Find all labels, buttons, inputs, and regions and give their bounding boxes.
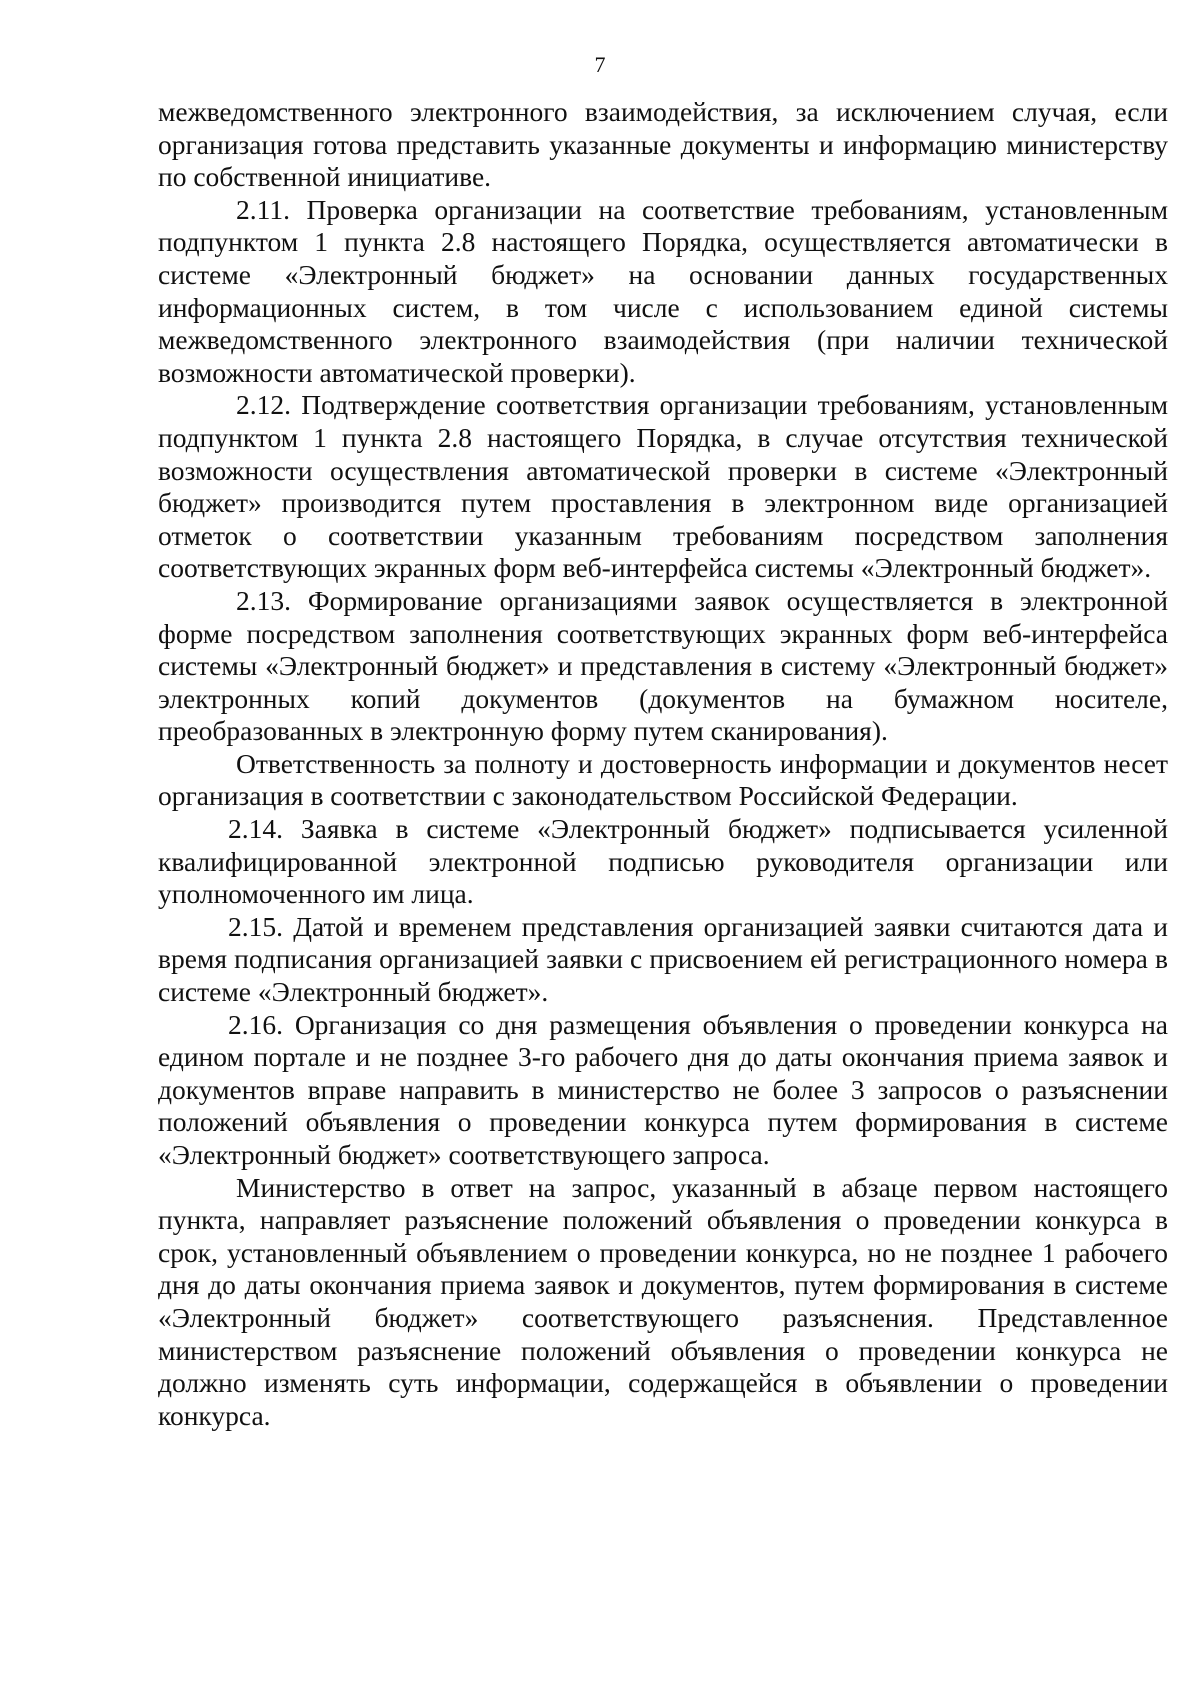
paragraph-2-12: 2.12. Подтверждение соответствия организации требованиям, установленным подпунктом 1 пункта 2.8 настоящего Порядка, в случае отсутствия технической возможности осуществления автоматической проверки в системе «Электронный бюджет» производится путем проставления в электронном виде организацией отметок о соответствии указанным требованиям посредством заполнения соответствующих экранных форм веб-интерфейса системы «Электронный бюджет».	[158, 389, 1168, 584]
paragraph-2-13: 2.13. Формирование организациями заявок осуществляется в электронной форме посредством заполнения соответствующих экранных форм веб-интерфейса системы «Электронный бюджет» и представления в систему «Электронный бюджет» электронных копий документов (документов на бумажном носителе, преобразованных в электронную форму путем сканирования).	[158, 584, 1168, 747]
paragraph-2-15: 2.15. Датой и временем представления организацией заявки считаются дата и время подписания организацией заявки с присвоением ей регистрационного номера в системе «Электронный бюджет».	[158, 910, 1168, 1008]
page-number: 7	[594, 52, 606, 77]
document-body	[158, 96, 1168, 1432]
paragraph-ministry-response: Министерство в ответ на запрос, указанный в абзаце первом настоящего пункта, направляет разъяснение положений объявления о проведении конкурса в срок, установленный объявлением о проведении конкурса, но не позднее 1 рабочего дня до даты окончания приема заявок и документов, путем формирования в системе «Электронный бюджет» соответствующего разъяснения. Представленное министерством разъяснение положений объявления о проведении конкурса не должно изменять суть информации, содержащейся в объявлении о проведении конкурса.	[158, 1171, 1168, 1431]
paragraph-responsibility: Ответственность за полноту и достоверность информации и документов несет организация в соответствии с законодательством Российской Федерации.	[158, 747, 1168, 812]
paragraph-2-16: 2.16. Организация со дня размещения объявления о проведении конкурса на едином портале и не позднее 3-го рабочего дня до даты окончания приема заявок и документов вправе направить в министерство не более 3 запросов о разъяснении положений объявления о проведении конкурса путем формирования в системе «Электронный бюджет» соответствующего запроса.	[158, 1008, 1168, 1170]
paragraph-2-14: 2.14. Заявка в системе «Электронный бюджет» подписывается усиленной квалифицированной электронной подписью руководителя организации или уполномоченного им лица.	[158, 813, 1168, 910]
paragraph-2-11: 2.11. Проверка организации на соответствие требованиям, установленным подпунктом 1 пункта 2.8 настоящего Порядка, осуществляется автоматически в системе «Электронный бюджет» на основании данных государственных информационных систем, в том числе с использованием единой системы межведомственного электронного взаимодействия (при наличии технической возможности автоматической проверки).	[158, 193, 1168, 388]
paragraph-continuation: межведомственного электронного взаимодействия, за исключением случая, если организация готова представить указанные документы и информацию министерству по собственной инициативе.	[158, 96, 1168, 193]
